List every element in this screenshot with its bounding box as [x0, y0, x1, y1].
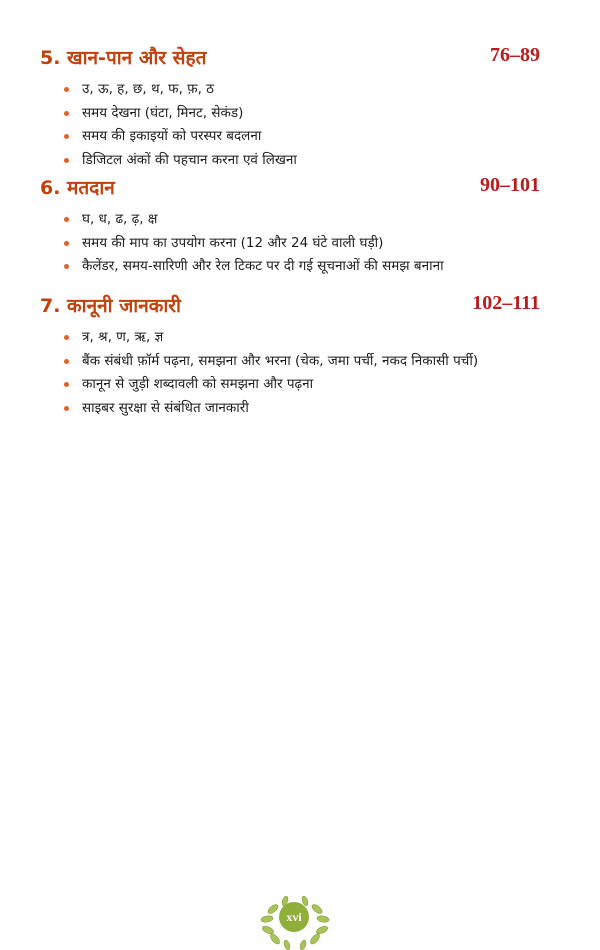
topic-text: त्र, श्र, ण, ऋ, ज्ञ: [82, 329, 164, 345]
chapter-7: [40, 292, 540, 420]
chapter-page-range: 102–111: [472, 292, 540, 314]
topic-list: [40, 208, 540, 279]
list-item: [62, 397, 540, 421]
list-item: [62, 102, 540, 126]
chapter-heading: [40, 174, 540, 202]
topic-text: साइबर सुरक्षा से संबंधित जानकारी: [82, 399, 249, 416]
list-item: [62, 326, 540, 350]
topic-text: कानून से जुड़ी शब्दावली को समझना और पढ़ना: [82, 376, 314, 392]
list-item: [62, 232, 540, 256]
list-item: [62, 149, 540, 173]
bullet-icon: [64, 87, 69, 92]
topic-text: घ, ध, ढ, ढ़, क्ष: [82, 211, 158, 227]
topic-list: [40, 326, 540, 420]
list-item: [62, 125, 540, 149]
list-item: [62, 350, 540, 374]
topic-list: [40, 78, 540, 172]
topic-text: समय की माप का उपयोग करना (12 और 24 घंटे वाली घड़ी): [82, 234, 384, 251]
bullet-icon: [64, 406, 69, 411]
topic-text: उ, ऊ, ह, छ, थ, फ, फ़, ठ: [82, 81, 214, 97]
list-item: [62, 208, 540, 232]
page-number: xvi: [279, 902, 309, 932]
bullet-icon: [64, 359, 69, 364]
chapter-title: 7. कानूनी जानकारी: [40, 295, 181, 317]
bullet-icon: [64, 158, 69, 163]
topic-text: समय की इकाइयों को परस्पर बदलना: [82, 128, 262, 144]
bullet-icon: [64, 264, 69, 269]
bullet-icon: [64, 217, 69, 222]
chapter-5: [40, 44, 540, 172]
topic-text: समय देखना (घंटा, मिनट, सेकंड): [82, 104, 244, 121]
bullet-icon: [64, 241, 69, 246]
bullet-icon: [64, 111, 69, 116]
chapter-title: 6. मतदान: [40, 177, 115, 199]
list-item: [62, 373, 540, 397]
list-item: [62, 255, 540, 279]
bullet-icon: [64, 335, 69, 340]
chapter-title: 5. खान-पान और सेहत: [40, 47, 207, 69]
chapter-page-range: 90–101: [480, 174, 540, 196]
list-item: [62, 78, 540, 102]
topic-text: बैंक संबंधी फ़ॉर्म पढ़ना, समझना और भरना (चेक, जमा पर्ची, नकद निकासी पर्ची): [82, 352, 479, 369]
topic-text: डिजिटल अंकों की पहचान करना एवं लिखना: [82, 151, 297, 168]
chapter-page-range: 76–89: [490, 44, 540, 66]
chapter-heading: [40, 292, 540, 320]
topic-text: कैलेंडर, समय-सारिणी और रेल टिकट पर दी गई सूचनाओं की समझ बनाना: [82, 258, 444, 274]
bullet-icon: [64, 382, 69, 387]
chapter-heading: [40, 44, 540, 72]
bullet-icon: [64, 134, 69, 139]
chapter-6: [40, 174, 540, 279]
